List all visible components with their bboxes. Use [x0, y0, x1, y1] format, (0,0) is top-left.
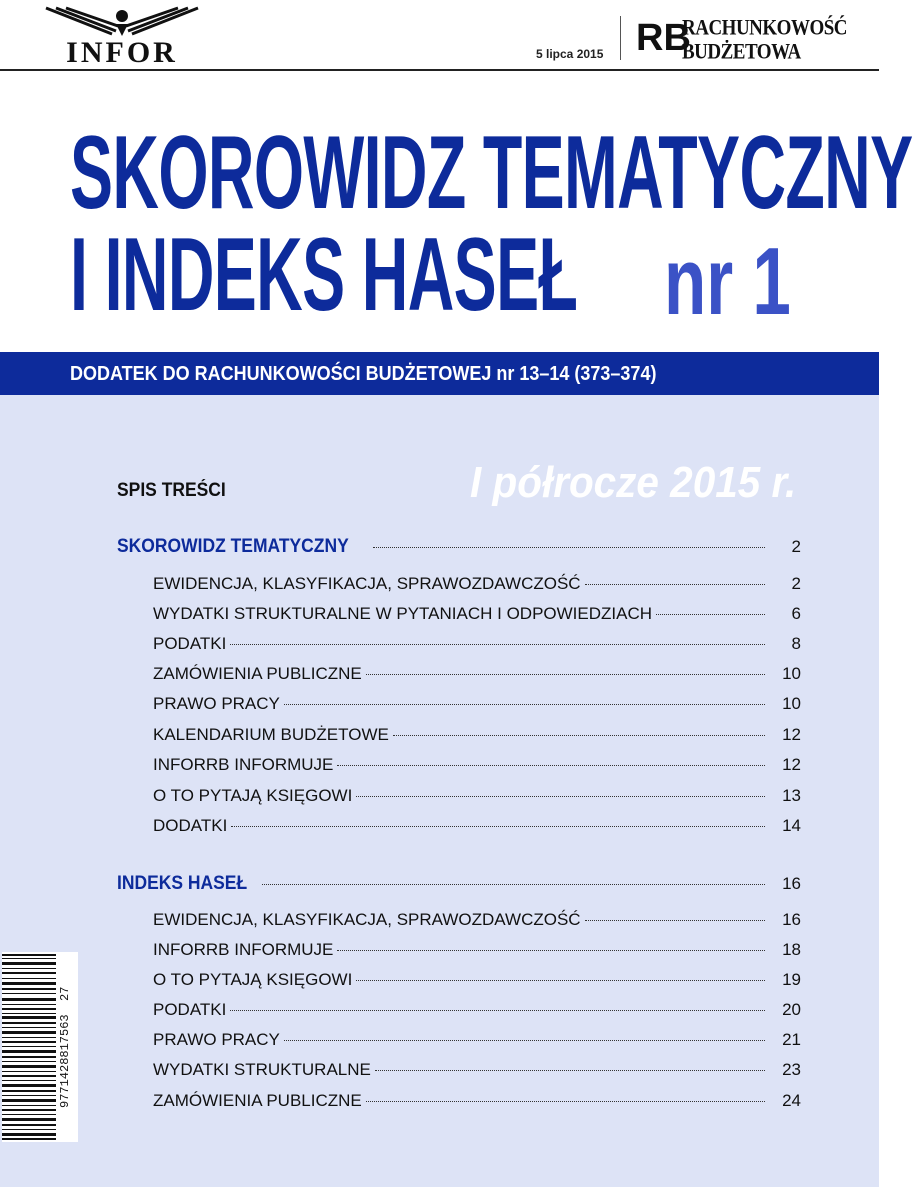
- toc-item[interactable]: [153, 786, 801, 806]
- toc-item-label: PRAWO PRACY: [153, 1030, 280, 1049]
- toc-page-number: 14: [782, 816, 801, 835]
- title-line-1: SKOROWIDZ TEMATYCZNY: [70, 115, 913, 231]
- toc-page-number: 18: [782, 940, 801, 959]
- toc-item-label: WYDATKI STRUKTURALNE W PYTANIACH I ODPOWIEDZIACH: [153, 604, 653, 623]
- toc-page-number: 23: [782, 1060, 801, 1079]
- leader-dots: [284, 704, 765, 705]
- leader-dots: [373, 547, 765, 548]
- infor-wordmark: INFOR: [66, 36, 178, 69]
- barcode-addon: 27: [58, 986, 72, 1001]
- toc-section-indeks[interactable]: [117, 873, 801, 895]
- toc-item[interactable]: [153, 574, 801, 594]
- leader-dots: [375, 1070, 765, 1071]
- toc-item-label: ZAMÓWIENIA PUBLICZNE: [153, 664, 362, 683]
- leader-dots: [262, 884, 765, 885]
- leader-dots: [284, 1040, 765, 1041]
- toc-item-label: PODATKI: [153, 1000, 227, 1019]
- toc-item[interactable]: [153, 755, 801, 775]
- leader-dots: [393, 735, 765, 736]
- toc-item-label: WYDATKI STRUKTURALNE: [153, 1060, 371, 1079]
- toc-item-label: ZAMÓWIENIA PUBLICZNE: [153, 1091, 362, 1110]
- barcode: [2, 952, 78, 1142]
- toc-item-label: INFORRB INFORMUJE: [153, 755, 334, 774]
- toc-item-label: O TO PYTAJĄ KSIĘGOWI: [153, 786, 353, 805]
- toc-item-label: PRAWO PRACY: [153, 694, 280, 713]
- toc-page-number: 19: [782, 970, 801, 989]
- toc-item[interactable]: [153, 664, 801, 684]
- toc-page-number: 10: [782, 664, 801, 683]
- toc-item-label: EWIDENCJA, KLASYFIKACJA, SPRAWOZDAWCZOŚĆ: [153, 574, 581, 593]
- leader-dots: [230, 1010, 765, 1011]
- period-label: I półrocze 2015 r.: [470, 458, 797, 507]
- toc-item[interactable]: [153, 694, 801, 714]
- toc-item-label: KALENDARIUM BUDŻETOWE: [153, 725, 389, 744]
- rb-monogram-icon: [636, 14, 691, 59]
- toc-item[interactable]: [153, 1000, 801, 1020]
- toc-page-number: 2: [791, 574, 801, 593]
- toc-page-number: 20: [782, 1000, 801, 1019]
- leader-dots: [356, 980, 765, 981]
- toc-section-label: SKOROWIDZ TEMATYCZNY: [117, 536, 349, 557]
- toc-page-number: 16: [782, 910, 801, 929]
- rb-logo-line1: RACHUNKOWOŚĆ: [682, 16, 848, 41]
- leader-dots: [230, 644, 765, 645]
- supplement-band: [0, 352, 879, 395]
- rb-monogram-text: RB: [636, 17, 691, 59]
- leader-dots: [585, 584, 765, 585]
- leader-dots: [356, 796, 765, 797]
- leader-dots: [366, 1101, 765, 1102]
- issue-date: 5 lipca 2015: [536, 47, 604, 61]
- toc-item[interactable]: [153, 910, 801, 930]
- toc-item[interactable]: [153, 1030, 801, 1050]
- toc-page-number: 6: [791, 604, 801, 623]
- leader-dots: [656, 614, 765, 615]
- title-line-2: I INDEKS HASEŁ: [70, 217, 578, 333]
- toc-item[interactable]: [153, 816, 801, 836]
- toc-item[interactable]: [153, 970, 801, 990]
- toc-section-label: INDEKS HASEŁ: [117, 873, 248, 894]
- toc-page-number: 24: [782, 1091, 801, 1110]
- infor-wings-icon: [42, 4, 202, 40]
- toc-page-number: 8: [791, 634, 801, 653]
- toc-page-number: 12: [782, 755, 801, 774]
- toc-item[interactable]: [153, 1060, 801, 1080]
- header-divider: [620, 16, 621, 60]
- rb-logo-line2: BUDŻETOWA: [682, 40, 801, 65]
- barcode-bars-icon: [2, 952, 58, 1142]
- leader-dots: [366, 674, 765, 675]
- barcode-digits: 9771428817563: [58, 1014, 72, 1108]
- toc-item[interactable]: [153, 1091, 801, 1111]
- leader-dots: [337, 950, 765, 951]
- toc-heading: SPIS TREŚCI: [117, 480, 226, 501]
- toc-page-number: 21: [782, 1030, 801, 1049]
- leader-dots: [337, 765, 765, 766]
- toc-item-label: O TO PYTAJĄ KSIĘGOWI: [153, 970, 353, 989]
- toc-item-label: EWIDENCJA, KLASYFIKACJA, SPRAWOZDAWCZOŚĆ: [153, 910, 581, 929]
- rachunkowosc-budzetowa-logo: [636, 12, 848, 65]
- issue-number: nr 1: [664, 228, 791, 335]
- toc-page-number: 12: [782, 725, 801, 744]
- toc-item[interactable]: [153, 604, 801, 624]
- toc-item-label: INFORRB INFORMUJE: [153, 940, 334, 959]
- toc-item[interactable]: [153, 940, 801, 960]
- toc-item[interactable]: [153, 725, 801, 745]
- toc-item[interactable]: [153, 634, 801, 654]
- toc-page-number: 16: [782, 874, 801, 893]
- leader-dots: [585, 920, 765, 921]
- leader-dots: [231, 826, 765, 827]
- barcode-number: [58, 952, 78, 1142]
- toc-item-label: PODATKI: [153, 634, 227, 653]
- header-rule: [0, 69, 879, 71]
- header: [0, 0, 879, 72]
- toc-page-number: 13: [782, 786, 801, 805]
- supplement-band-text: DODATEK DO RACHUNKOWOŚCI BUDŻETOWEJ nr 13–14 (373–374): [70, 363, 657, 385]
- infor-logo: [42, 4, 202, 69]
- toc-item-label: DODATKI: [153, 816, 228, 835]
- toc-page-number: 10: [782, 694, 801, 713]
- toc-section-skorowidz[interactable]: [117, 536, 801, 558]
- toc-page-number: 2: [791, 537, 801, 556]
